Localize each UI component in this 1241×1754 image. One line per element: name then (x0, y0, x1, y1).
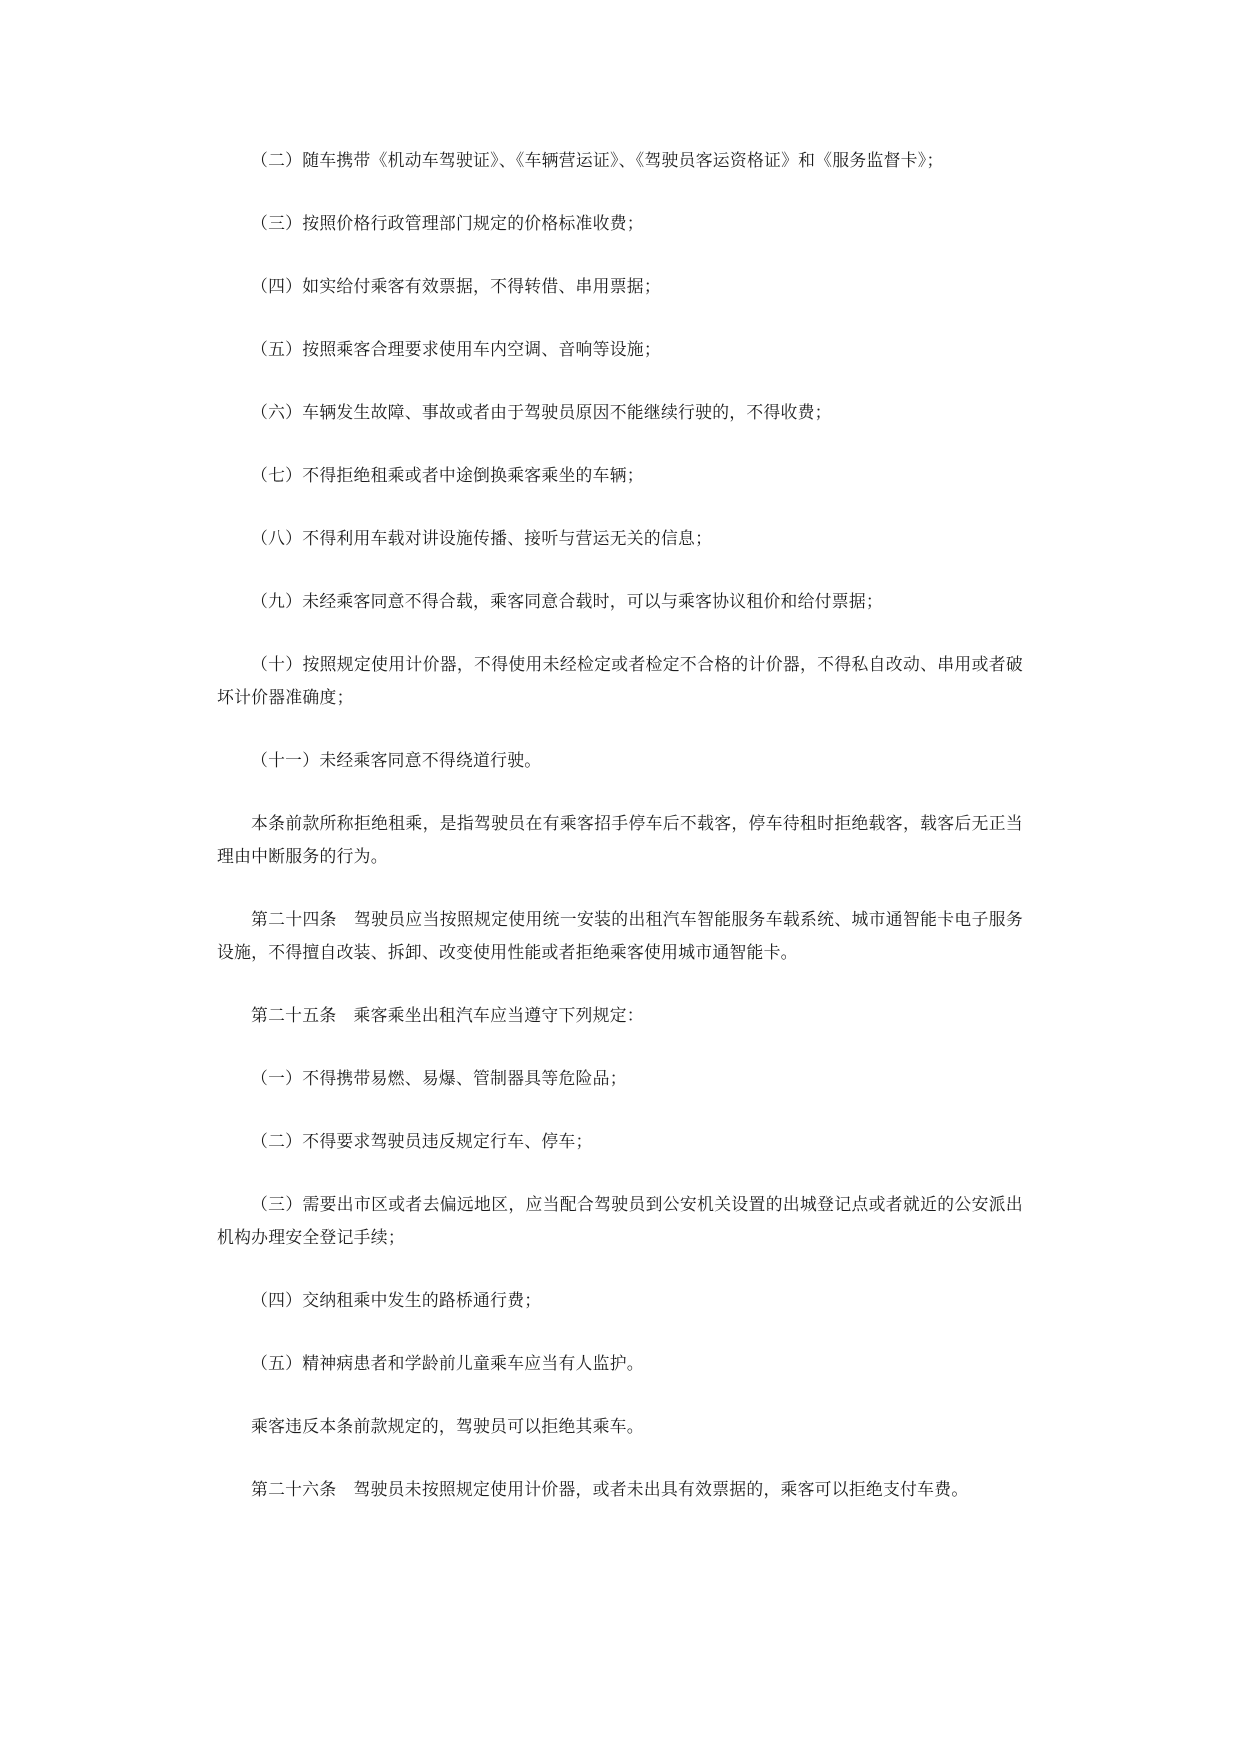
clause-9: （九）未经乘客同意不得合载，乘客同意合载时，可以与乘客协议租价和给付票据； (251, 591, 884, 611)
clause-10: （十）按照规定使用计价器，不得使用未经检定或者检定不合格的计价器，不得私自改动、串用或者破坏计价器准确度； (217, 654, 1023, 707)
clause-8: （八）不得利用车载对讲设施传播、接听与营运无关的信息； (251, 528, 713, 548)
article-25: 第二十五条 乘客乘坐出租汽车应当遵守下列规定： (251, 1005, 644, 1025)
clause-11: （十一）未经乘客同意不得绕道行驶。 (251, 750, 542, 770)
document-body (217, 144, 1023, 1536)
passenger-clause-4: （四）交纳租乘中发生的路桥通行费； (251, 1290, 542, 1310)
passenger-clause-5: （五）精神病患者和学龄前儿童乘车应当有人监护。 (251, 1353, 644, 1373)
clause-7: （七）不得拒绝租乘或者中途倒换乘客乘坐的车辆； (251, 465, 644, 485)
clause-3: （三）按照价格行政管理部门规定的价格标准收费； (251, 213, 644, 233)
passenger-violation-note: 乘客违反本条前款规定的，驾驶员可以拒绝其乘车。 (251, 1416, 644, 1436)
article-26: 第二十六条 驾驶员未按照规定使用计价器，或者未出具有效票据的，乘客可以拒绝支付车费。 (251, 1479, 969, 1499)
clause-5: （五）按照乘客合理要求使用车内空调、音响等设施； (251, 339, 661, 359)
clause-6: （六）车辆发生故障、事故或者由于驾驶员原因不能继续行驶的，不得收费； (251, 402, 832, 422)
passenger-clause-2: （二）不得要求驾驶员违反规定行车、停车； (251, 1131, 593, 1151)
passenger-clause-3: （三）需要出市区或者去偏远地区，应当配合驾驶员到公安机关设置的出城登记点或者就近的公安派出机构办理安全登记手续； (217, 1194, 1023, 1247)
clause-4: （四）如实给付乘客有效票据，不得转借、串用票据； (251, 276, 661, 296)
clause-2: （二）随车携带《机动车驾驶证》、《车辆营运证》、《驾驶员客运资格证》和《服务监督卡》； (251, 150, 944, 170)
article-24: 第二十四条 驾驶员应当按照规定使用统一安装的出租汽车智能服务车载系统、城市通智能卡电子服务设施，不得擅自改装、拆卸、改变使用性能或者拒绝乘客使用城市通智能卡。 (217, 909, 1023, 962)
passenger-clause-1: （一）不得携带易燃、易爆、管制器具等危险品； (251, 1068, 627, 1088)
refusal-definition: 本条前款所称拒绝租乘，是指驾驶员在有乘客招手停车后不载客，停车待租时拒绝载客，载客后无正当理由中断服务的行为。 (217, 813, 1023, 866)
